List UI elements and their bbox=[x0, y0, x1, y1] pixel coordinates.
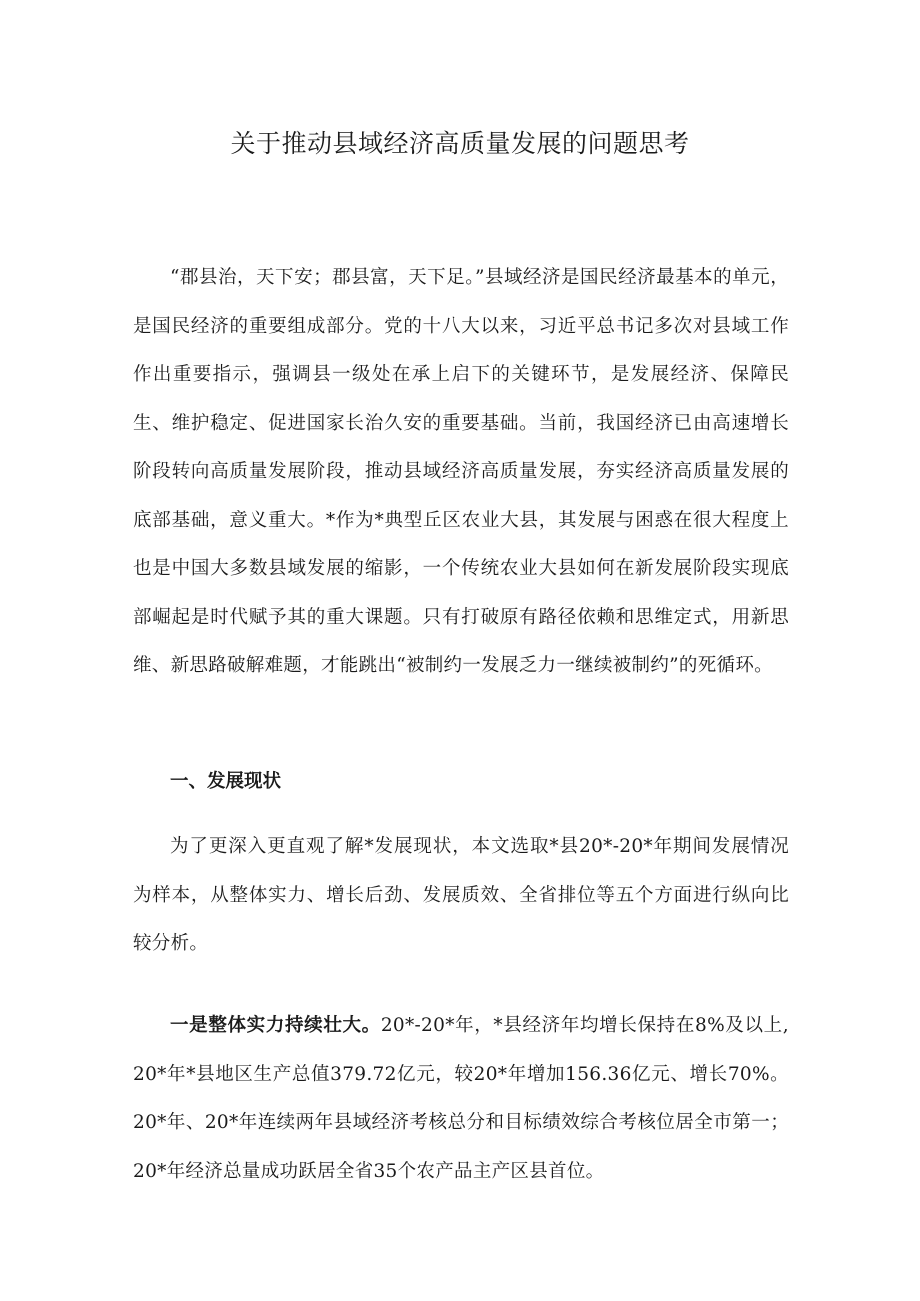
point-one-paragraph bbox=[133, 1002, 789, 1196]
point-one-lead: 一是整体实力持续壮大。 bbox=[170, 1015, 381, 1036]
document-title: 关于推动县域经济高质量发展的问题思考 bbox=[230, 129, 690, 158]
section-intro-paragraph: 为了更深入更直观了解*发展现状，本文选取*县20*-20*年期间发展情况为样本，从整体实力、增长后劲、发展质效、全省排位等五个方面进行纵向比较分析。 bbox=[133, 836, 789, 954]
section-heading-development-status: 一、发展现状 bbox=[170, 771, 282, 792]
point-one-body: 20*-20*年，*县经济年均增长保持在8%及以上,20*年*县地区生产总值379.72亿元，较20*年增加156.36亿元、增长70%。20*年、20*年连续两年县域经济考核总分和目标绩效综合考核位居全市第一；20*年经济总量成功跃居全省35个农产品主产区县首位。 bbox=[133, 1015, 789, 1182]
intro-paragraph: “郡县治，天下安；郡县富，天下足。”县域经济是国民经济最基本的单元，是国民经济的重要组成部分。党的十八大以来，习近平总书记多次对县域工作作出重要指示，强调县一级处在承上启下的关键环节，是发展经济、保障民生、维护稳定、促进国家长治久安的重要基础。当前，我国经济已由高速增长阶段转向高质量发展阶段，推动县域经济高质量发展，夯实经济高质量发展的底部基础，意义重大。*作为*典型丘区农业大县，其发展与困惑在很大程度上也是中国大多数县域发展的缩影，一个传统农业大县如何在新发展阶段实现底部崛起是时代赋予其的重大课题。只有打破原有路径依赖和思维定式，用新思维、新思路破解难题，才能跳出“被制约一发展乏力一继续被制约”的死循环。 bbox=[133, 267, 789, 676]
